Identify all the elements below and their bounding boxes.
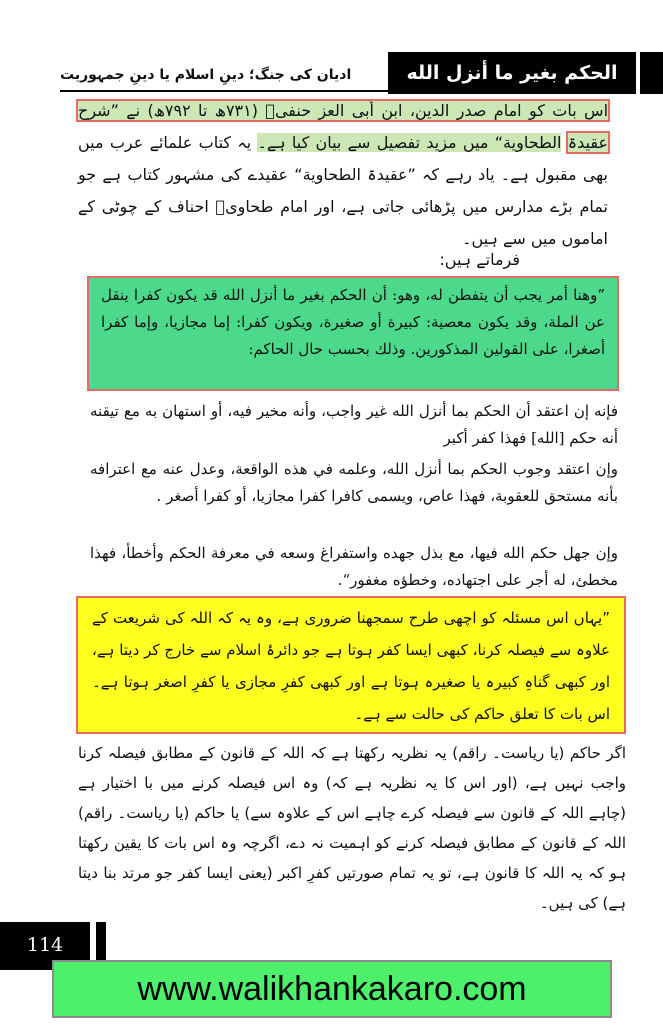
conclusion-paragraph: اگر حاکم (یا ریاست۔ راقم) یہ نظریہ رکھتا ہے کہ اللہ کے قانون کے مطابق فیصلہ کرنا واجب نہیں ہے، (اور اس کا یہ نظریہ ہے کہ) وہ اس فیصلہ کرنے میں با اختیار ہے (چاہے اللہ کے قانون سے فیصلہ کرے چاہے اس کے علاوہ سے) یا حاکم (یا ریاست۔ راقم) اللہ کے قانون کے مطابق فیصلہ کرنے کو اہمیت نہ دے، اگرچہ وہ اس بات کا یقین رکھتا ہو کہ یہ اللہ کا قانون ہے، تو یہ تمام صورتیں کفرِ اکبر (یعنی ایسا کفر جو مرتد بنا دیتا ہے) کی ہیں۔	[78, 744, 626, 912]
highlight-citation: اس بات کو امام صدر الدین، ابن أبی العز حنفیؒ (۷۳۱ھ تا ۷۹۲ھ) نے ”شرح عقیدۃ	[78, 101, 609, 152]
header-edge-block	[640, 52, 663, 94]
urdu-translation-box: ”یہاں اس مسئلہ کو اچھی طرح سمجھنا ضروری ہے، وہ یہ کہ اللہ کی شریعت کے علاوہ سے فیصلہ کرنا، کبھی ایسا کفر ہوتا ہے جو دائرۂ اسلام سے خارج کر دیتا ہے، اور کبھی گناہِ کبیرہ یا صغیرہ ہوتا ہے اور کبھی کفرِ مجازی یا کفرِ اصغر ہوتا ہے۔ اس بات کا تعلق حاکم کی حالت سے ہے۔	[76, 596, 626, 734]
arabic-paragraph-1: فإنه إن اعتقد أن الحكم بما أنزل الله غير واجب، وأنه مخير فيه، أو استهان به مع تيقنه أنه حكم [الله] فهذا كفر أكبر	[90, 402, 618, 447]
header-rule	[60, 90, 388, 92]
page-number: 114	[26, 934, 64, 956]
quote-intro-label: فرماتے ہیں:	[439, 250, 520, 269]
arabic-paragraph-3: وإن جهل حكم الله فيها، مع بذل جهده واستفراغ وسعه في معرفة الحكم وأخطأ، فهذا مخطئ، له أجر على اجتهاده، وخطؤه مغفور“.	[90, 544, 618, 589]
book-title: الحكم بغير ما أنزل الله	[406, 62, 618, 84]
chapter-title: ادیان کی جنگ؛ دینِ اسلام یا دینِ جمہوریت	[60, 67, 352, 83]
arabic-quote-box: ”وهنا أمر يجب أن يتفطن له، وهو: أن الحكم بغير ما أنزل الله قد يكون كفرا ينقل عن الملة، وقد يكون معصية: كبيرة أو صغيرة، ويكون كفرا: إما مجازيا، وإما كفرا أصغرا، على القولين المذكورين. وذلك بحسب حال الحاكم:	[87, 276, 619, 391]
intro-paragraph	[78, 95, 608, 255]
intro-text: یہ کتاب علمائے عرب میں بھی مقبول ہے۔ یاد رہے کہ ”عقیدۃ الطحاویة“ عقیدے کی مشہور کتاب ہے جو تمام بڑے مدارس میں پڑھائی جاتی ہے، اور امام طحاویؒ احناف کے چوٹی کے اماموں میں سے ہیں۔	[78, 133, 608, 248]
highlight-citation-continued: الطحاویة“ میں مزید تفصیل سے بیان کیا ہے۔	[257, 133, 562, 152]
arabic-paragraph-2: وإن اعتقد وجوب الحكم بما أنزل الله، وعلمه في هذه الواقعة، وعدل عنه مع اعترافه بأنه مستحق للعقوبة، فهذا عاص، ويسمى كافرا كفرا مجازيا، أو كفرا أصغر .	[90, 460, 618, 505]
website-link[interactable]: www.walikhankakaro.com	[52, 960, 612, 1018]
